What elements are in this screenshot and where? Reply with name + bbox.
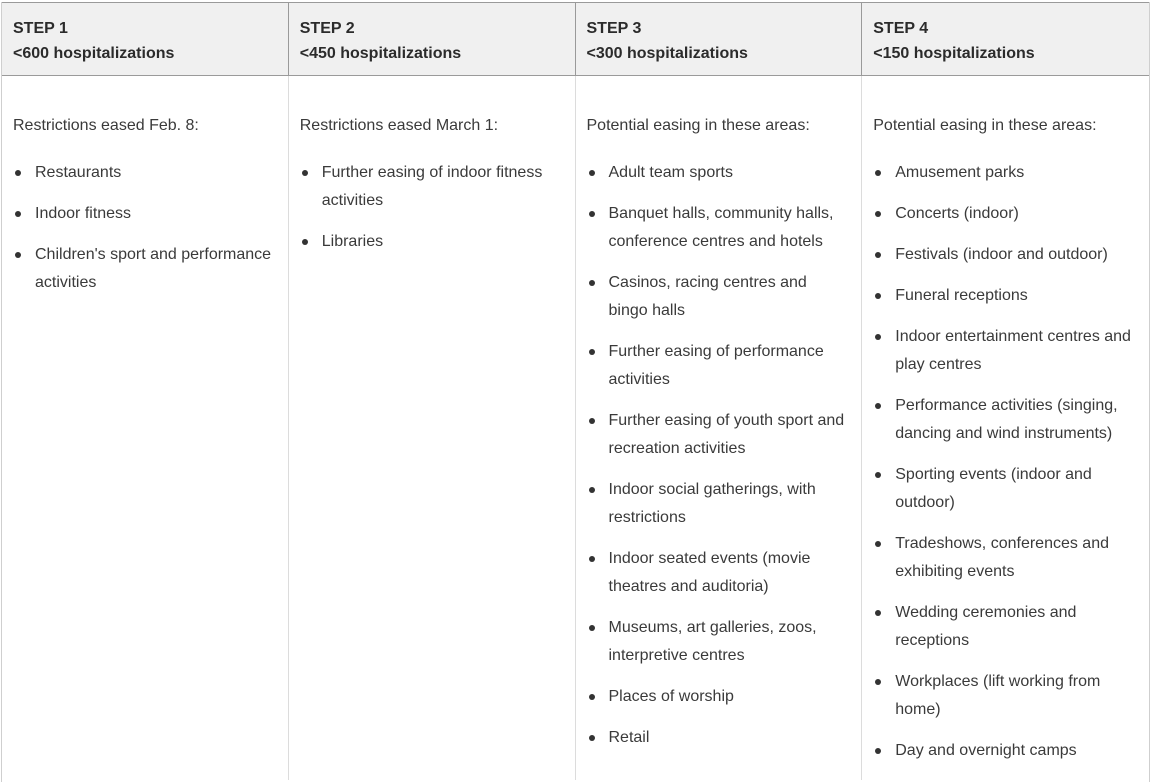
bullet-icon (875, 170, 881, 176)
list-item-text: Further easing of youth sport and recreation activities (608, 412, 845, 457)
step-threshold: <150 hospitalizations (873, 45, 1035, 62)
list-item-text: Tradeshows, conferences and exhibiting events (895, 535, 1109, 580)
column-step-1 (2, 76, 289, 780)
bullet-icon (875, 610, 881, 616)
list-item-text: Indoor entertainment centres and play centres (895, 328, 1131, 373)
bullet-icon (589, 694, 595, 700)
list-item (873, 461, 1138, 517)
step-threshold: <300 hospitalizations (586, 45, 748, 62)
bullet-icon (875, 403, 881, 409)
reopening-steps-table (1, 2, 1150, 782)
bullet-icon (15, 211, 21, 217)
list-item (13, 200, 277, 228)
list-item (873, 737, 1138, 765)
list-item-text: Indoor seated events (movie theatres and auditoria) (608, 550, 811, 595)
list-item (587, 683, 851, 711)
column-step-3 (576, 76, 863, 780)
list-item-text: Wedding ceremonies and receptions (895, 604, 1077, 649)
list-item (873, 599, 1138, 655)
list-item-text: Children's sport and performance activities (35, 246, 272, 291)
list-item-text: Performance activities (singing, dancing and wind instruments) (895, 397, 1118, 442)
list-item-text: Workplaces (lift working from home) (895, 673, 1101, 718)
column-step-2 (289, 76, 576, 780)
list-item (13, 159, 277, 187)
list-item (300, 159, 564, 215)
bullet-icon (875, 748, 881, 754)
step-label: STEP 4 (873, 20, 929, 37)
list-item-text: Concerts (indoor) (895, 205, 1019, 222)
list-item (873, 392, 1138, 448)
list-item-text: Festivals (indoor and outdoor) (895, 246, 1108, 263)
list-item (587, 476, 851, 532)
list-item (873, 282, 1138, 310)
list-item (873, 241, 1138, 269)
list-item (300, 228, 564, 256)
list-item (873, 159, 1138, 187)
list-item-text: Places of worship (608, 688, 734, 705)
list-item-text: Restaurants (35, 164, 122, 181)
step-threshold: <450 hospitalizations (299, 45, 462, 62)
column-intro: Restrictions eased March 1: (299, 117, 499, 134)
easing-list (13, 159, 277, 297)
list-item (13, 241, 277, 297)
bullet-icon (589, 487, 595, 493)
easing-list (873, 159, 1138, 765)
bullet-icon (15, 170, 21, 176)
bullet-icon (589, 418, 595, 424)
column-intro: Potential easing in these areas: (586, 117, 810, 134)
bullet-icon (875, 679, 881, 685)
list-item (587, 269, 851, 325)
bullet-icon (589, 625, 595, 631)
list-item (587, 724, 851, 752)
step-label: STEP 1 (13, 20, 68, 37)
bullet-icon (589, 170, 595, 176)
list-item (587, 407, 851, 463)
list-item-text: Banquet halls, community halls, conference centres and hotels (608, 205, 834, 250)
header-step-1 (2, 3, 289, 75)
list-item-text: Casinos, racing centres and bingo halls (608, 274, 807, 319)
bullet-icon (302, 170, 308, 176)
list-item-text: Indoor fitness (35, 205, 132, 222)
list-item (873, 668, 1138, 724)
bullet-icon (875, 541, 881, 547)
list-item (873, 323, 1138, 379)
list-item-text: Further easing of indoor fitness activities (321, 164, 543, 209)
list-item (587, 614, 851, 670)
easing-list (587, 159, 851, 752)
header-step-4 (862, 3, 1149, 75)
list-item-text: Sporting events (indoor and outdoor) (895, 466, 1092, 511)
bullet-icon (875, 252, 881, 258)
bullet-icon (589, 735, 595, 741)
list-item-text: Amusement parks (895, 164, 1025, 181)
header-step-2 (289, 3, 576, 75)
list-item (587, 338, 851, 394)
list-item (873, 530, 1138, 586)
column-intro: Potential easing in these areas: (873, 117, 1097, 134)
list-item-text: Adult team sports (608, 164, 733, 181)
list-item-text: Further easing of performance activities (608, 343, 824, 388)
list-item-text: Funeral receptions (895, 287, 1028, 304)
bullet-icon (589, 280, 595, 286)
list-item-text: Day and overnight camps (895, 742, 1077, 759)
bullet-icon (875, 293, 881, 299)
list-item (873, 200, 1138, 228)
list-item-text: Indoor social gatherings, with restrictions (608, 481, 816, 526)
bullet-icon (875, 334, 881, 340)
bullet-icon (589, 349, 595, 355)
bullet-icon (15, 252, 21, 258)
bullet-icon (875, 472, 881, 478)
list-item-text: Museums, art galleries, zoos, interpretive centres (608, 619, 817, 664)
header-step-3 (576, 3, 863, 75)
table-body-row (2, 76, 1149, 780)
bullet-icon (875, 211, 881, 217)
bullet-icon (589, 211, 595, 217)
column-intro: Restrictions eased Feb. 8: (13, 117, 199, 134)
list-item (587, 159, 851, 187)
list-item-text: Libraries (321, 233, 384, 250)
bullet-icon (589, 556, 595, 562)
column-step-4 (862, 76, 1149, 780)
list-item (587, 545, 851, 601)
list-item (587, 200, 851, 256)
bullet-icon (302, 239, 308, 245)
list-item-text: Retail (608, 729, 650, 746)
step-threshold: <600 hospitalizations (13, 45, 175, 62)
step-label: STEP 2 (299, 20, 355, 37)
step-label: STEP 3 (586, 20, 642, 37)
easing-list (300, 159, 564, 256)
table-header-row (2, 2, 1149, 76)
